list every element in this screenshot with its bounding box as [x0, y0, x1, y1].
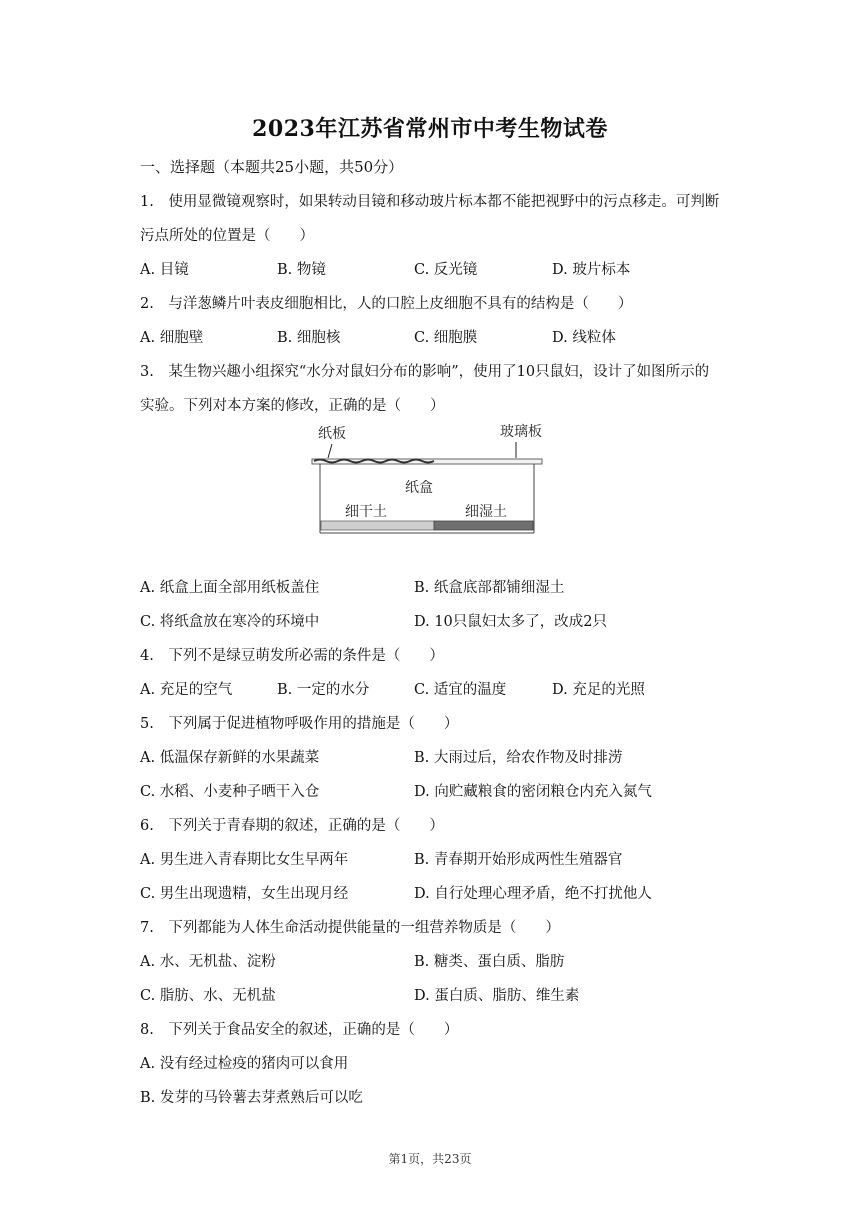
- question-1-option-d: D. 玻片标本: [552, 262, 631, 278]
- question-6-stem: 6. 下列关于青春期的叙述，正确的是（ ）: [140, 818, 444, 834]
- question-5-option-d: D. 向贮藏粮食的密闭粮仓内充入氮气: [414, 784, 652, 800]
- question-7-option-b: B. 糖类、蛋白质、脂肪: [414, 954, 565, 970]
- question-1-option-b: B. 物镜: [277, 262, 326, 278]
- question-4-option-b: B. 一定的水分: [277, 682, 370, 698]
- question-1-option-c: C. 反光镜: [414, 262, 478, 278]
- page-footer: 第1页，共23页: [388, 1152, 472, 1166]
- question-8-option-a: A. 没有经过检疫的猪肉可以食用: [140, 1056, 349, 1072]
- experiment-diagram: [310, 418, 550, 538]
- question-2-option-a: A. 细胞壁: [140, 330, 204, 346]
- question-5-stem: 5. 下列属于促进植物呼吸作用的措施是（ ）: [140, 716, 459, 732]
- question-3-option-c: C. 将纸盒放在寒冷的环境中: [140, 614, 320, 630]
- figure-label-glass: 玻璃板: [500, 424, 542, 440]
- question-3-option-a: A. 纸盒上面全部用纸板盖住: [140, 580, 320, 596]
- figure-label-paperboard: 纸板: [318, 426, 346, 442]
- question-5-option-b: B. 大雨过后，给农作物及时排涝: [414, 750, 623, 766]
- question-7-option-c: C. 脂肪、水、无机盐: [140, 988, 276, 1004]
- question-5-option-c: C. 水稻、小麦种子晒干入仓: [140, 784, 320, 800]
- question-8-option-b: B. 发芽的马铃薯去芽煮熟后可以吃: [140, 1090, 363, 1106]
- question-7-stem: 7. 下列都能为人体生命活动提供能量的一组营养物质是（ ）: [140, 920, 560, 936]
- question-3-stem-line-1: 3. 某生物兴趣小组探究“水分对鼠妇分布的影响”，使用了10只鼠妇，设计了如图所示的: [140, 364, 710, 380]
- question-4-option-d: D. 充足的光照: [552, 682, 645, 698]
- question-1-option-a: A. 目镜: [140, 262, 189, 278]
- question-2-option-b: B. 细胞核: [277, 330, 341, 346]
- question-3-option-b: B. 纸盒底部都铺细湿土: [414, 580, 565, 596]
- question-8-stem: 8. 下列关于食品安全的叙述，正确的是（ ）: [140, 1022, 459, 1038]
- question-2-stem: 2. 与洋葱鳞片叶表皮细胞相比，人的口腔上皮细胞不具有的结构是（ ）: [140, 296, 633, 312]
- question-1-stem-line-1: 1. 使用显微镜观察时，如果转动目镜和移动玻片标本都不能把视野中的污点移走。可判断: [140, 194, 720, 210]
- question-5-option-a: A. 低温保存新鲜的水果蔬菜: [140, 750, 320, 766]
- figure-label-box: 纸盒: [405, 480, 433, 496]
- question-6-option-b: B. 青春期开始形成两性生殖器官: [414, 852, 623, 868]
- figure-label-wet-soil: 细湿土: [465, 504, 507, 520]
- question-6-option-d: D. 自行处理心理矛盾，绝不打扰他人: [414, 886, 652, 902]
- question-6-option-c: C. 男生出现遗精，女生出现月经: [140, 886, 349, 902]
- figure-dry-soil-layer: [321, 521, 434, 530]
- question-3-stem-line-2: 实验。下列对本方案的修改，正确的是（ ）: [140, 398, 445, 414]
- question-4-option-a: A. 充足的空气: [140, 682, 233, 698]
- question-7-option-a: A. 水、无机盐、淀粉: [140, 954, 276, 970]
- page-title: 2023年江苏省常州市中考生物试卷: [252, 116, 608, 142]
- question-4-option-c: C. 适宜的温度: [414, 682, 507, 698]
- question-2-option-d: D. 线粒体: [552, 330, 616, 346]
- question-3-option-d: D. 10只鼠妇太多了，改成2只: [414, 614, 608, 630]
- figure-wet-soil-layer: [434, 521, 533, 530]
- question-2-option-c: C. 细胞膜: [414, 330, 478, 346]
- question-6-option-a: A. 男生进入青春期比女生早两年: [140, 852, 349, 868]
- question-4-stem: 4. 下列不是绿豆萌发所必需的条件是（ ）: [140, 648, 444, 664]
- question-7-option-d: D. 蛋白质、脂肪、维生素: [414, 988, 580, 1004]
- figure-label-dry-soil: 细干土: [345, 504, 387, 520]
- question-1-stem-line-2: 污点所处的位置是（ ）: [140, 228, 314, 244]
- section-heading: 一、选择题（本题共25小题，共50分）: [140, 158, 404, 176]
- figure-pointer-paperboard: [328, 444, 332, 458]
